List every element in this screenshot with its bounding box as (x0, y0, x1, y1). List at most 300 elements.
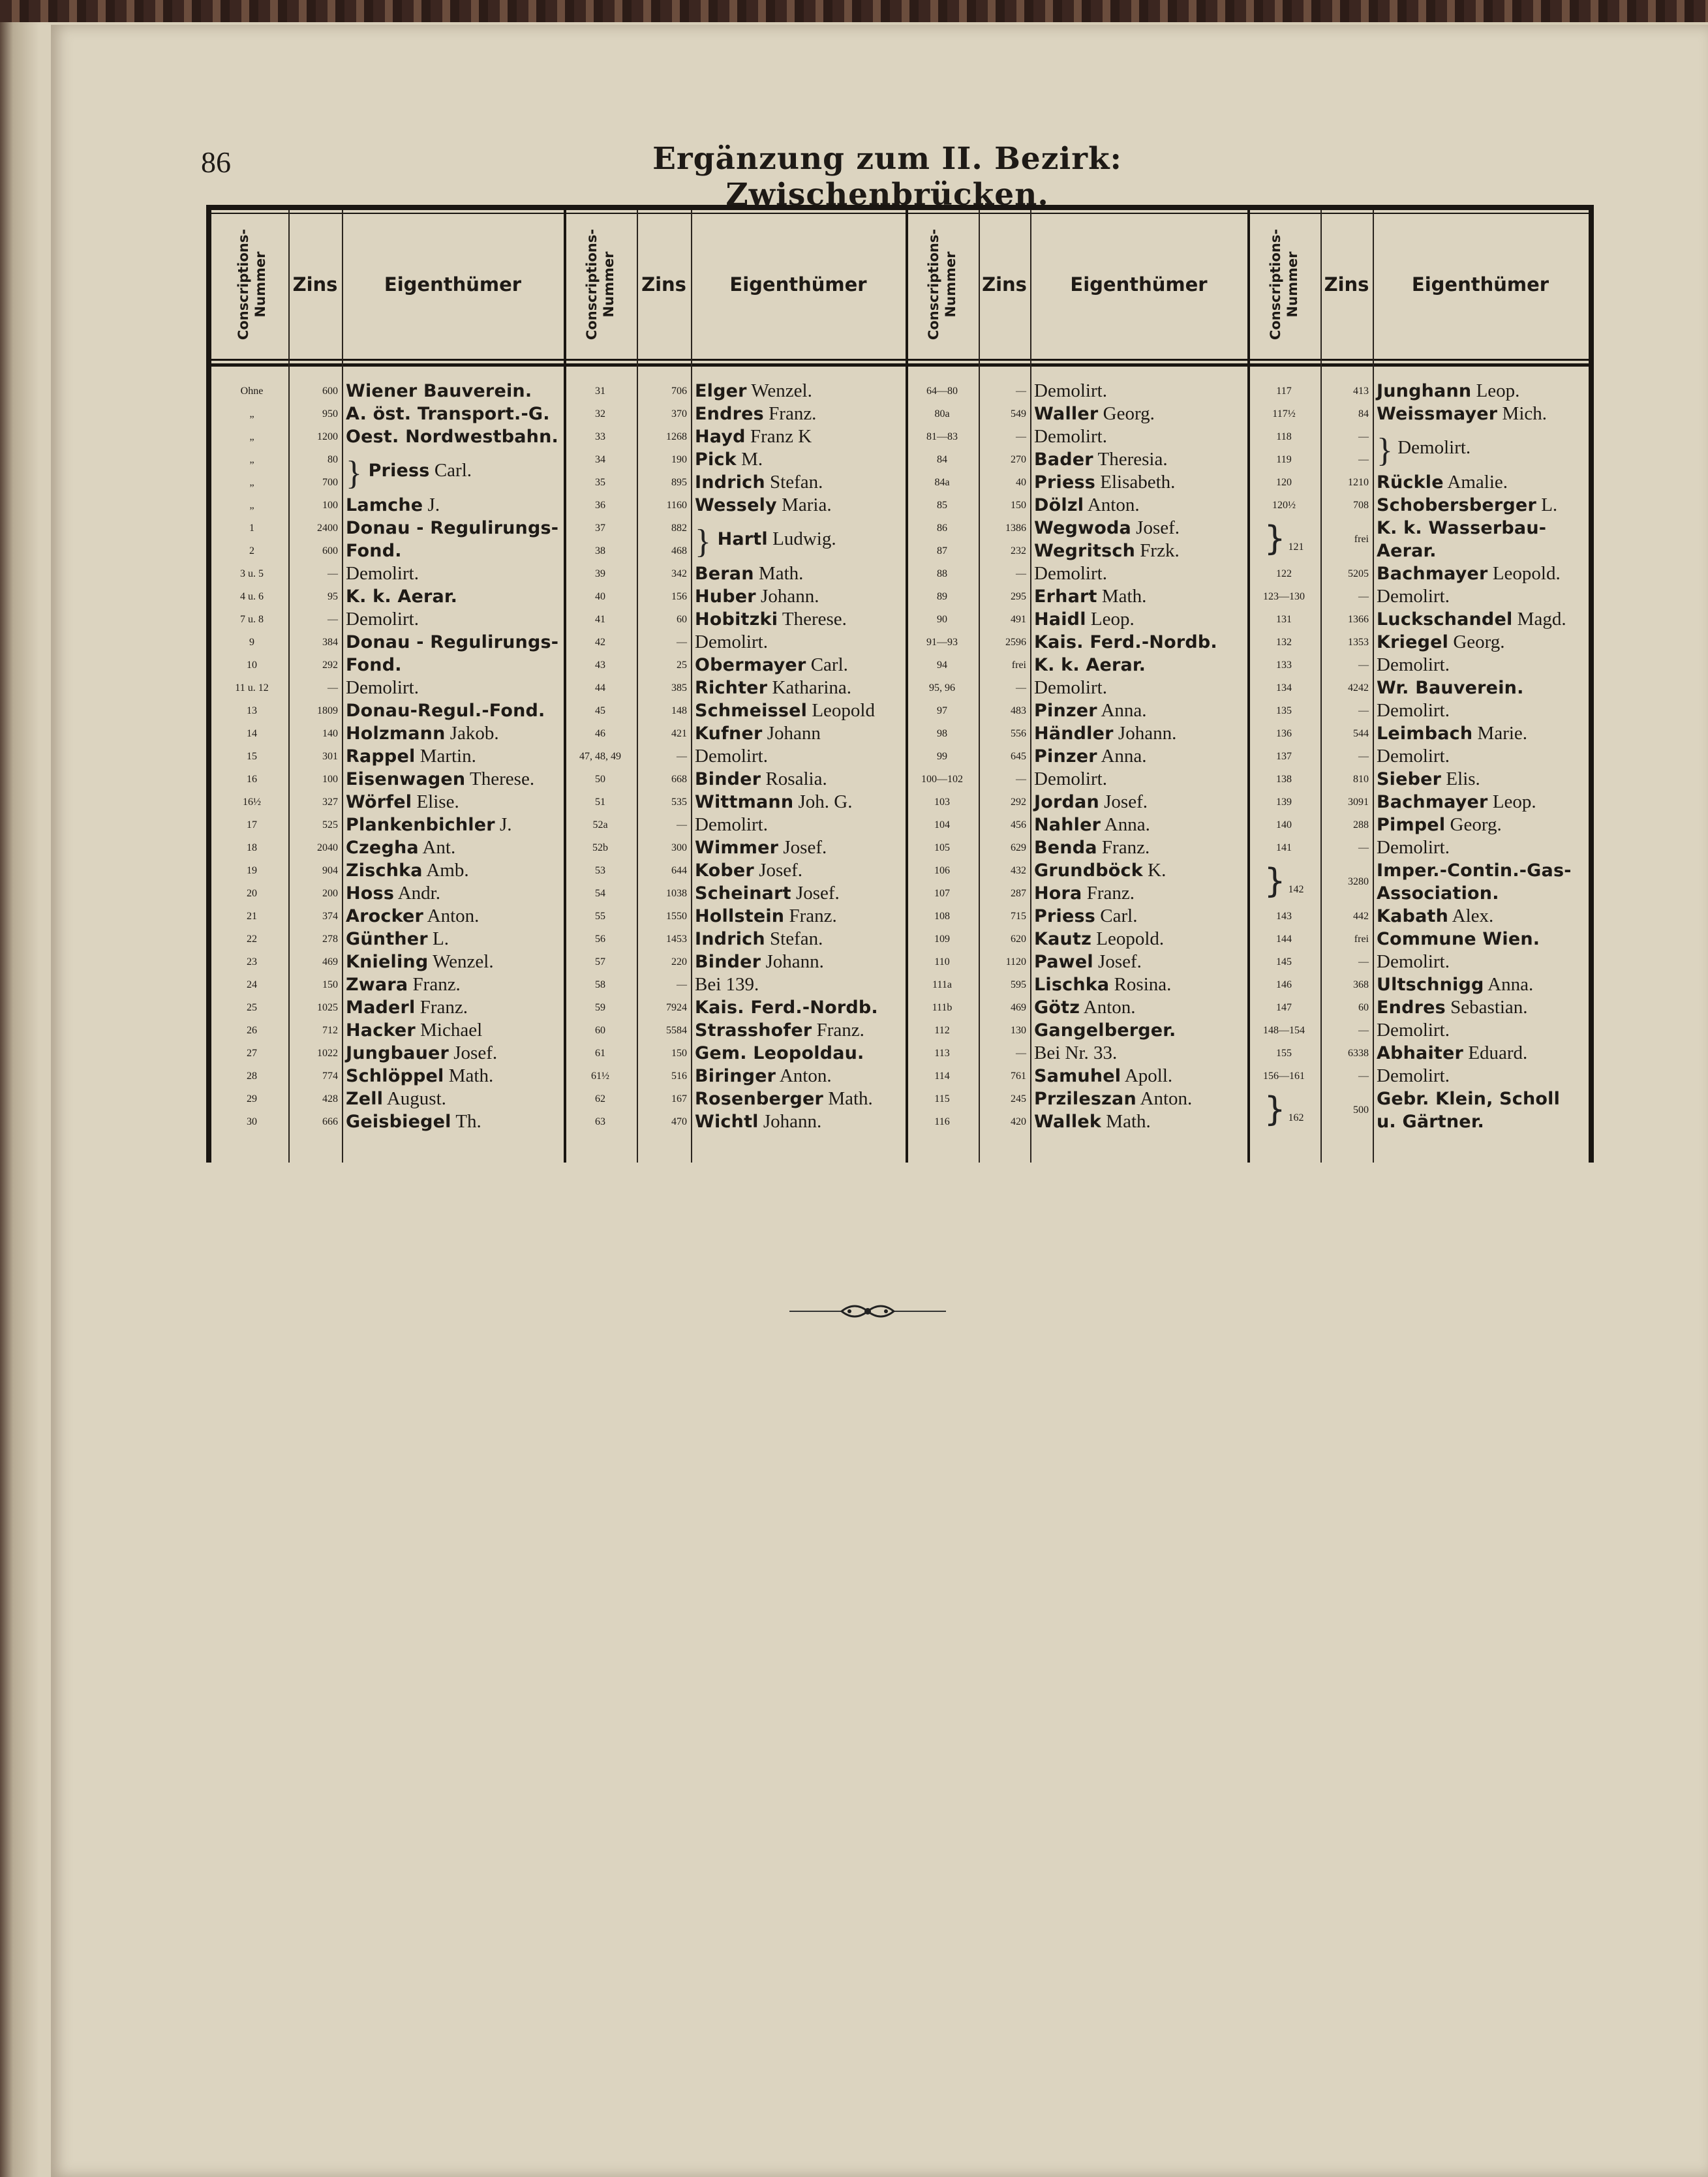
merged-owner-priess (342, 455, 472, 492)
zins-value: — (677, 751, 687, 762)
conscription-number: 18 (247, 842, 257, 853)
zins-value: 950 (322, 408, 338, 419)
column-rule (637, 210, 638, 1163)
owner-given-name: Josef. (449, 1043, 498, 1063)
header-zins-label: Zins (292, 273, 338, 296)
owner-surname: Richter (695, 678, 768, 698)
zins-value: 761 (1011, 1071, 1026, 1082)
owner-given-name: Ludwig. (767, 528, 836, 549)
conscription-number: „ (249, 454, 254, 465)
owner-name (342, 951, 568, 973)
conscription-number: 108 (934, 911, 950, 922)
conscription-number: 30 (247, 1116, 257, 1127)
brace-icon: } (1377, 432, 1393, 469)
owner-name (342, 654, 568, 677)
conscription-number: 84 (937, 454, 947, 465)
owner-surname: Kufner (695, 723, 763, 744)
zins-value: — (1016, 774, 1026, 785)
conscription-number: 131 (1276, 614, 1292, 625)
owner-name (691, 699, 909, 722)
owner-given-name: Leopold. (1487, 563, 1561, 584)
zins-value: 220 (671, 956, 687, 967)
owner-given-name: Josef. (1099, 791, 1148, 812)
header-zins (288, 210, 342, 359)
owner-surname: Wegwoda (1034, 518, 1131, 538)
owner-name (691, 1042, 909, 1065)
owner-surname: Czegha (346, 838, 419, 858)
header-eigenthuemer-label: Eigenthümer (1070, 273, 1208, 296)
conscription-number: 13 (247, 705, 257, 716)
owner-surname: Kabath (1377, 906, 1449, 926)
owner-given-name: Anton. (423, 906, 480, 926)
owner-name (691, 631, 909, 654)
owner-name (1373, 814, 1592, 836)
owner-given-name: Elise. (412, 791, 459, 812)
conscription-number: 140 (1276, 819, 1292, 830)
owner-name (1030, 699, 1251, 722)
owner-given-name: Josef. (754, 860, 803, 881)
header-zins (637, 210, 691, 359)
zins-value: 2400 (317, 523, 338, 534)
owner-given-name: Josef. (791, 883, 840, 904)
conscription-number: 100—102 (921, 774, 963, 785)
owner-name (342, 677, 568, 699)
zins-value: 629 (1011, 842, 1026, 853)
zins-value: 287 (1011, 888, 1026, 899)
owner-name (342, 1088, 568, 1110)
owner-name (1030, 425, 1251, 448)
conscription-number: 107 (934, 888, 950, 899)
conscription-number: 40 (595, 591, 605, 602)
owner-surname: Pawel (1034, 952, 1093, 972)
conscription-number: 155 (1276, 1048, 1292, 1059)
owner-name (1030, 928, 1251, 951)
column-rule (691, 210, 692, 1163)
zins-value: 3091 (1348, 797, 1369, 808)
owner-given-name: Ant. (418, 837, 456, 858)
conscription-number: 11 u. 12 (235, 682, 269, 693)
owner-name (691, 425, 909, 448)
zins-value: 100 (322, 774, 338, 785)
conscription-number: 156—161 (1263, 1071, 1305, 1082)
owner-surname: Hora (1034, 883, 1082, 904)
owner-name (1373, 791, 1592, 814)
owner-surname: Przileszan (1034, 1089, 1136, 1109)
conscription-number: 162 (1285, 1112, 1304, 1123)
owner-given-name: Rosina. (1109, 974, 1172, 995)
zins-value: frei (1354, 934, 1369, 945)
owner-name (342, 928, 568, 951)
conscription-number: 117 (1276, 386, 1292, 397)
owner-surname: Götz (1034, 997, 1080, 1018)
conscription-number: 134 (1276, 682, 1292, 693)
conscription-number: 63 (595, 1116, 605, 1127)
owner-surname: Indrich (695, 472, 765, 493)
zins-value: 278 (322, 934, 338, 945)
owner-surname: Wimmer (695, 838, 779, 858)
owner-given-name: Josef. (1093, 951, 1142, 972)
owner-given-name: Franz. (408, 974, 461, 995)
owner-surname: Kautz (1034, 929, 1091, 949)
owner-surname: Pick (695, 449, 737, 470)
owner-name (1030, 517, 1251, 540)
owner-name (1373, 608, 1592, 631)
owner-name (1030, 996, 1251, 1019)
owner-surname: Obermayer (695, 655, 806, 675)
merged-owner-demolirt-118-119 (1373, 432, 1471, 469)
owner-given-name: Anton. (1136, 1088, 1193, 1109)
owner-name (1373, 380, 1592, 403)
brace-icon: } (1264, 519, 1286, 558)
zins-value: 245 (1011, 1093, 1026, 1104)
zins-value: 25 (677, 660, 687, 671)
zins-value: 1210 (1348, 477, 1369, 488)
zins-value: 295 (1011, 591, 1026, 602)
owner-name (342, 1042, 568, 1065)
owner-given-name: Michael (415, 1020, 483, 1041)
owner-surname: Knieling (346, 952, 429, 972)
conscription-number: 105 (934, 842, 950, 853)
brace-icon: } (695, 523, 711, 560)
owner-surname: Huber (695, 586, 756, 607)
conscription-number: 43 (595, 660, 605, 671)
zins-value: 413 (1353, 386, 1369, 397)
owner-name (691, 1065, 909, 1088)
owner-name (691, 951, 909, 973)
owner-name (1373, 1065, 1592, 1088)
owner-surname: Waller (1034, 404, 1099, 424)
zins-value: 468 (671, 545, 687, 556)
zins-value: — (1016, 682, 1026, 693)
owner-surname: Strasshofer (695, 1020, 812, 1041)
owner-name (1030, 1110, 1251, 1133)
owner-name (342, 973, 568, 996)
zins-value: 374 (322, 911, 338, 922)
zins-value: 556 (1011, 728, 1026, 739)
merged-142-zins: 3280 (1348, 876, 1369, 887)
conscription-number: 120 (1276, 477, 1292, 488)
register-table (206, 205, 1594, 1163)
header-conscription-line2: Nummer (252, 251, 268, 318)
merged-121-nr (1247, 519, 1320, 558)
owner-given-name: Anton. (1080, 997, 1136, 1018)
zins-value: 708 (1353, 500, 1369, 511)
conscription-number: 85 (937, 500, 947, 511)
owner-surname: Pimpel (1377, 815, 1446, 835)
owner-surname: Priess (361, 461, 430, 481)
header-conscription-line1: Conscriptions- (1268, 228, 1283, 341)
conscription-number: 46 (595, 728, 605, 739)
header-eigenthuemer (1373, 210, 1588, 359)
owner-name (691, 928, 909, 951)
brace-icon: } (1264, 1090, 1286, 1129)
conscription-number: 16½ (243, 797, 261, 808)
zins-value: 470 (671, 1116, 687, 1127)
owner-given-name: Johann. (758, 1111, 822, 1132)
zins-value: 368 (1353, 979, 1369, 990)
owner-given-name: Math. (754, 563, 804, 584)
zins-value: 1022 (317, 1048, 338, 1059)
owner-given-name: Demolirt. (1377, 654, 1450, 675)
zins-value: 60 (1358, 1002, 1369, 1013)
owner-given-name: Georg. (1098, 403, 1155, 424)
conscription-number: Ohne (240, 386, 264, 397)
conscription-number: 45 (595, 705, 605, 716)
conscription-number: 122 (1276, 568, 1292, 579)
header-zins-label: Zins (641, 273, 686, 296)
owner-name (342, 722, 568, 745)
ornament-divider-icon (789, 1298, 946, 1324)
owner-given-name: Alex. (1448, 906, 1494, 926)
owner-surname: Dölzl (1034, 495, 1084, 515)
owner-given-name: Demolirt. (1377, 1020, 1450, 1041)
owner-name (1030, 677, 1251, 699)
conscription-number: 47, 48, 49 (579, 751, 621, 762)
zins-value: 4242 (1348, 682, 1369, 693)
zins-value: — (1358, 956, 1369, 967)
owner-name (1030, 768, 1251, 791)
owner-surname: Wr. Bauverein. (1377, 678, 1524, 698)
header-conscription-line1: Conscriptions- (236, 228, 251, 341)
conscription-number: 23 (247, 956, 257, 967)
merged-142-nr (1247, 862, 1320, 901)
header-conscription-line1: Conscriptions- (584, 228, 600, 341)
zins-value: 1550 (666, 911, 687, 922)
zins-value: 644 (671, 865, 687, 876)
zins-value: 774 (322, 1071, 338, 1082)
zins-value: 1386 (1005, 523, 1026, 534)
owner-surname: Imper.-Contin.-Gas- (1377, 860, 1572, 881)
owner-surname: Kriegel (1377, 632, 1449, 652)
conscription-number: 56 (595, 934, 605, 945)
conscription-number: 3 u. 5 (240, 568, 264, 579)
zins-value: 1453 (666, 934, 687, 945)
owner-given-name: Mich. (1497, 403, 1547, 424)
owner-name (1373, 562, 1592, 585)
conscription-number: 28 (247, 1071, 257, 1082)
zins-value: 483 (1011, 705, 1026, 716)
conscription-number: 104 (934, 819, 950, 830)
conscription-number: 118 (1276, 431, 1292, 442)
owner-surname: Rappel (346, 746, 416, 767)
owner-given-name: Math. (444, 1065, 494, 1086)
owner-surname: Fond. (346, 541, 402, 561)
zins-value: 1200 (317, 431, 338, 442)
owner-name (1373, 996, 1592, 1019)
owner-name (342, 745, 568, 768)
owner-name (1030, 836, 1251, 859)
conscription-number: 87 (937, 545, 947, 556)
owner-name (1373, 1019, 1592, 1042)
owner-name (1373, 517, 1592, 540)
owner-name (691, 654, 909, 677)
owner-surname: Lischka (1034, 975, 1110, 995)
owner-name (1030, 722, 1251, 745)
owner-name (1030, 905, 1251, 928)
conscription-number: 1 (249, 523, 254, 534)
owner-surname: Nahler (1034, 815, 1101, 835)
owner-given-name: Demolirt. (1034, 426, 1107, 447)
zins-value: 700 (322, 477, 338, 488)
conscription-number: 109 (934, 934, 950, 945)
zins-value: 5584 (666, 1025, 687, 1036)
conscription-number: 148—154 (1263, 1025, 1305, 1036)
owner-surname: Rosenberger (695, 1089, 824, 1109)
owner-surname: Fond. (346, 655, 402, 675)
zins-value: 140 (322, 728, 338, 739)
owner-given-name: Carl. (1095, 906, 1138, 926)
owner-given-name: Magd. (1512, 609, 1566, 630)
owner-given-name: Josef. (1131, 517, 1180, 538)
owner-given-name: Franz. (1097, 837, 1150, 858)
owner-name (691, 403, 909, 425)
owner-name (1373, 973, 1592, 996)
conscription-number: 20 (247, 888, 257, 899)
column-rule (564, 210, 566, 1163)
owner-name (1373, 1042, 1592, 1065)
column-rule (906, 210, 908, 1163)
owner-surname: Gangelberger. (1034, 1020, 1176, 1041)
owner-surname: Bachmayer (1377, 564, 1488, 584)
zins-value: 84 (1358, 408, 1369, 419)
owner-surname: Wiener Bauverein. (346, 381, 532, 401)
owner-surname: Commune Wien. (1377, 929, 1540, 949)
owner-name (1030, 882, 1251, 905)
owner-surname: Geisbiegel (346, 1112, 451, 1132)
zins-value: 301 (322, 751, 338, 762)
conscription-number: 123—130 (1263, 591, 1305, 602)
owner-name (691, 973, 909, 996)
zins-value: 712 (322, 1025, 338, 1036)
owner-given-name: Franz. (1082, 883, 1135, 904)
conscription-number: 143 (1276, 911, 1292, 922)
header-conscription-number (215, 210, 288, 359)
zins-value: 715 (1011, 911, 1026, 922)
zins-value: — (1358, 591, 1369, 602)
marbled-cover-edge (0, 0, 1708, 22)
owner-name (342, 859, 568, 882)
zins-value: 645 (1011, 751, 1026, 762)
owner-surname: Endres (1377, 997, 1446, 1018)
conscription-number: 90 (937, 614, 947, 625)
owner-surname: Wegritsch (1034, 541, 1136, 561)
owner-name (691, 814, 909, 836)
owner-surname: Pinzer (1034, 701, 1097, 721)
zins-value: 549 (1011, 408, 1026, 419)
owner-surname: Scheinart (695, 883, 791, 904)
zins-value: 666 (322, 1116, 338, 1127)
column-rule (979, 210, 980, 1163)
owner-surname: A. öst. Transport.-G. (346, 404, 550, 424)
header-zins (979, 210, 1030, 359)
zins-value: 342 (671, 568, 687, 579)
owner-given-name: Therese. (778, 609, 847, 630)
owner-surname: Association. (1377, 883, 1499, 904)
conscription-number: 39 (595, 568, 605, 579)
owner-name (691, 996, 909, 1019)
zins-value: 469 (1011, 1002, 1026, 1013)
conscription-number: 7 u. 8 (240, 614, 264, 625)
zins-value: 535 (671, 797, 687, 808)
owner-surname: Wörfel (346, 792, 412, 812)
owner-surname: Biringer (695, 1066, 776, 1086)
zins-value: 456 (1011, 819, 1026, 830)
zins-value: 100 (322, 500, 338, 511)
owner-name (342, 1110, 568, 1133)
owner-name (1030, 814, 1251, 836)
owner-surname: Ultschnigg (1377, 975, 1484, 995)
owner-given-name: L. (427, 928, 449, 949)
zins-value: 620 (1011, 934, 1026, 945)
owner-surname: Priess (1034, 472, 1096, 493)
conscription-number: 113 (934, 1048, 950, 1059)
zins-value: 150 (671, 1048, 687, 1059)
owner-surname: Kais. Ferd.-Nordb. (695, 997, 878, 1018)
conscription-number: „ (249, 477, 254, 488)
owner-given-name: Demolirt. (1377, 1065, 1450, 1086)
owner-name (1030, 1019, 1251, 1042)
owner-surname: Hayd (695, 427, 746, 447)
zins-value: — (1358, 842, 1369, 853)
header-eigenthuemer-label: Eigenthümer (1411, 273, 1549, 296)
zins-value: 904 (322, 865, 338, 876)
zins-value: 384 (322, 637, 338, 648)
owner-surname: Elger (695, 381, 747, 401)
conscription-number: 146 (1276, 979, 1292, 990)
owner-name (1030, 631, 1251, 654)
owner-given-name: Johann. (1113, 723, 1177, 744)
zins-value: 148 (671, 705, 687, 716)
conscription-number: 10 (247, 660, 257, 671)
conscription-number: 53 (595, 865, 605, 876)
conscription-number: 60 (595, 1025, 605, 1036)
owner-surname: Maderl (346, 997, 416, 1018)
owner-given-name: Sebastian. (1445, 997, 1528, 1018)
owner-given-name: L. (1536, 495, 1558, 515)
owner-surname: Jordan (1034, 792, 1099, 812)
owner-surname: Gebr. Klein, Scholl (1377, 1089, 1561, 1109)
owner-name (1373, 768, 1592, 791)
owner-given-name: Math. (823, 1088, 873, 1109)
conscription-number: 112 (934, 1025, 950, 1036)
header-eigenthuemer (1030, 210, 1247, 359)
owner-given-name: Anton. (1084, 495, 1140, 515)
header-rule (211, 359, 1589, 367)
zins-value: 385 (671, 682, 687, 693)
owner-given-name: Leop. (1471, 380, 1520, 401)
owner-given-name: Joh. G. (793, 791, 853, 812)
conscription-number: 59 (595, 1002, 605, 1013)
owner-given-name: Math. (1101, 1111, 1151, 1132)
zins-value: — (328, 682, 338, 693)
owner-name (342, 585, 568, 608)
owner-given-name: Demolirt. (346, 609, 419, 630)
owner-given-name: Leopold (807, 700, 875, 721)
owner-name (342, 768, 568, 791)
header-conscription-label (235, 229, 269, 340)
conscription-number: 44 (595, 682, 605, 693)
conscription-number: 86 (937, 523, 947, 534)
conscription-number: 119 (1276, 454, 1292, 465)
owner-name (691, 471, 909, 494)
owner-given-name: Elisabeth. (1095, 472, 1176, 493)
conscription-number: 115 (934, 1093, 950, 1104)
owner-given-name: August. (383, 1088, 446, 1109)
owner-given-name: Carl. (429, 460, 472, 481)
owner-surname: Eisenwagen (346, 769, 466, 789)
owner-name (691, 836, 909, 859)
conscription-number: 4 u. 6 (240, 591, 264, 602)
